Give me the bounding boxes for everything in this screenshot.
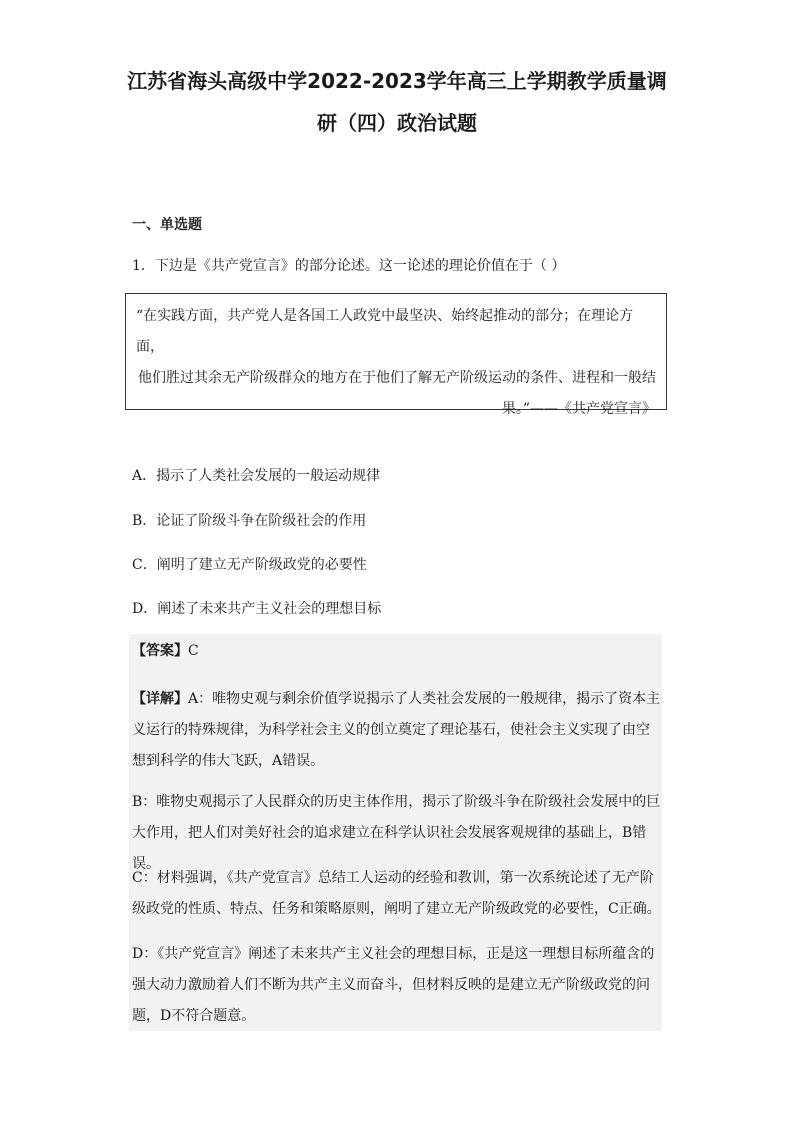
quote-line: 他们胜过其余无产阶级群众的地方在于他们了解无产阶级运动的条件、进程和一般结 [138,370,656,386]
detail-b: B：唯物史观揭示了人民群众的历史主体作用，揭示了阶级斗争在阶级社会发展中的巨大作用，把人们对美好社会的追求建立在科学认识社会发展客观规律的基础上，B错误。 [132,794,661,872]
question-text: 1．下边是《共产党宣言》的部分论述。这一论述的理论价值在于（ ） [132,258,566,274]
answer-line [132,636,662,667]
option-c: C．阐明了建立无产阶级政党的必要性 [132,557,367,573]
doc-title-line1: 江苏省海头高级中学2022-2023学年高三上学期教学质量调 [127,69,667,93]
answer-value: C [188,643,199,659]
doc-title-line2: 研（四）政治试题 [317,111,477,135]
detail-d: D：《共产党宣言》阐述了未来共产主义社会的理想目标，正是这一理想目标所蕴含的强大动力激励着人们不断为共产主义而奋斗，但材料反映的是建立无产阶级政党的问题，D不符合题意。 [132,946,655,1024]
detail-c: C：材料强调，《共产党宣言》总结工人运动的经验和教训，第一次系统论述了无产阶级政党的性质、特点、任务和策略原则，阐明了建立无产阶级政党的必要性，C正确。 [132,870,661,917]
detail-a [132,684,662,777]
section-heading: 一、单选题 [132,217,202,233]
option-d: D．阐述了未来共产主义社会的理想目标 [132,601,382,617]
option-a: A．揭示了人类社会发展的一般运动规律 [132,468,381,484]
quote-box [125,293,667,417]
quote-line: “在实践方面，共产党人是各国工人政党中最坚决、始终起推动的部分；在理论方面， [136,308,634,355]
option-b: B．论证了阶级斗争在阶级社会的作用 [132,513,367,529]
answer-label: 【答案】 [132,643,188,659]
detail-a-text: A：唯物史观与剩余价值学说揭示了人类社会发展的一般规律，揭示了资本主义运行的特殊规律，为科学社会主义的创立奠定了理论基石，使社会主义实现了由空想到科学的伟大飞跃，A错误。 [132,691,661,769]
detail-label: 【详解】 [132,691,188,707]
quote-line: 果。”——《共产党宣言》 [501,401,656,417]
